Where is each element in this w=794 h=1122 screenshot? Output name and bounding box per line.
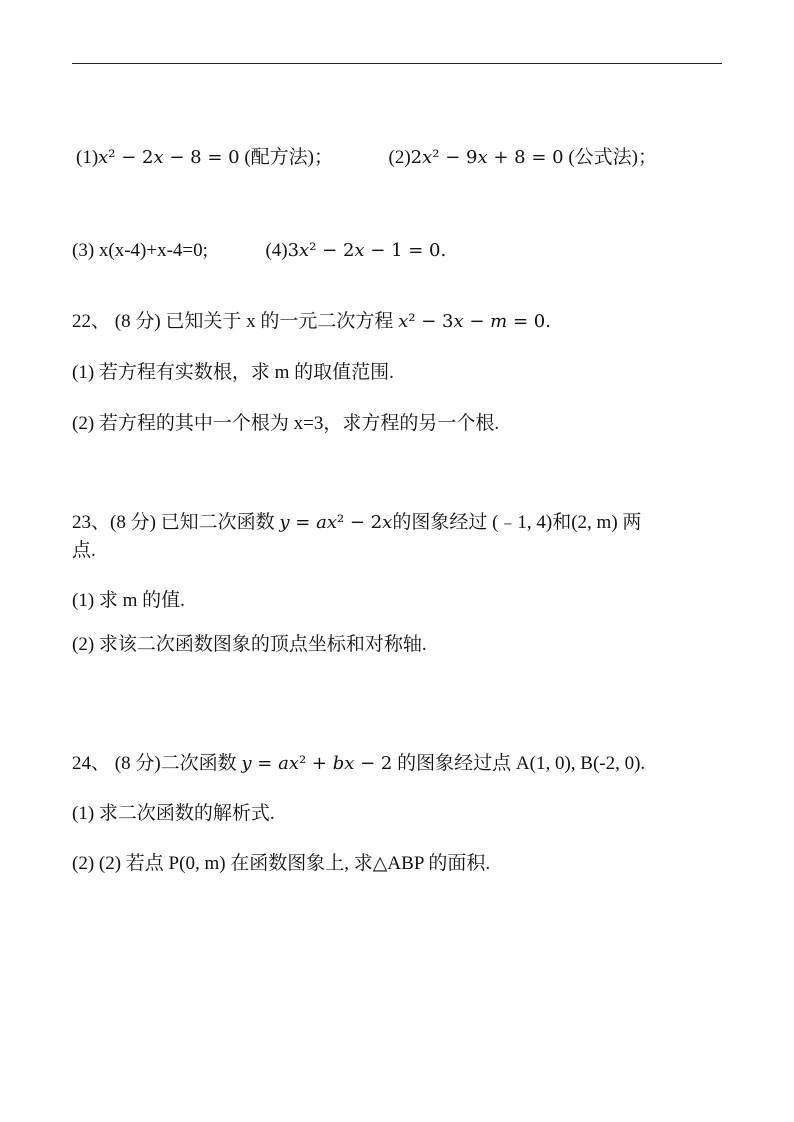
eq2-method: (公式法)；	[568, 147, 657, 168]
q22-head	[72, 309, 551, 335]
q23-tail: 的图象经过 (﹣1, 4)和(2, m) 两	[392, 512, 642, 533]
eq1-formula: 𝑥² − 2𝑥 − 8 = 0	[98, 147, 240, 168]
eq1-method: (配方法)；	[244, 147, 334, 168]
eq4-formula: 3𝑥² − 2𝑥 − 1 = 0.	[287, 240, 447, 261]
header-rule	[72, 63, 722, 64]
q23-tail2: 点.	[72, 540, 96, 561]
eq4-number: (4)	[265, 240, 288, 261]
q23-equation: 𝑦 = 𝑎𝑥² − 2𝑥	[279, 512, 393, 533]
q24-equation: 𝑦 = 𝑎𝑥² + 𝑏𝑥 − 2	[241, 753, 393, 774]
q22-sub1: (1) 若方程有实数根，求 m 的取值范围.	[72, 362, 394, 383]
eq1-number: (1)	[76, 147, 99, 168]
q24-prompt: 24、 (8 分)二次函数	[72, 753, 237, 774]
q24-head	[72, 751, 645, 777]
q24-tail: 的图象经过点 A(1, 0), B(-2, 0).	[397, 753, 646, 774]
q22-sub2: (2) 若方程的其中一个根为 x=3，求方程的另一个根.	[72, 413, 500, 434]
equation-row-2	[72, 238, 446, 264]
q23-prompt: 23、(8 分) 已知二次函数	[72, 512, 275, 533]
eq2-formula: 2𝑥² − 9𝑥 + 8 = 0	[410, 147, 564, 168]
q22-equation: 𝑥² − 3𝑥 − 𝑚 = 0.	[398, 311, 551, 332]
q23-sub1: (1) 求 m 的值.	[72, 590, 185, 611]
q23-sub2: (2) 求该二次函数图象的顶点坐标和对称轴.	[72, 634, 427, 655]
equation-row-1	[76, 145, 657, 171]
q22-prompt: 22、 (8 分) 已知关于 x 的一元二次方程	[72, 311, 394, 332]
q24-sub2: (2) (2) 若点 P(0, m) 在函数图象上, 求△ABP 的面积.	[72, 853, 491, 874]
eq3-text: (3) x(x-4)+x-4=0;	[72, 240, 208, 261]
q23-head	[72, 510, 641, 536]
q24-sub1: (1) 求二次函数的解析式.	[72, 803, 275, 824]
eq2-number: (2)	[388, 147, 411, 168]
